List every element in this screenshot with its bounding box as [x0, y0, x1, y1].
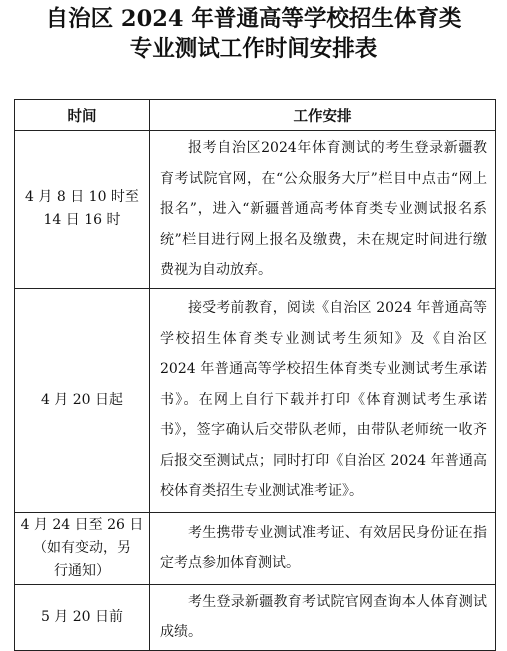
time-line: 14 日 16 时	[43, 212, 121, 229]
table-row	[15, 288, 496, 512]
time-line: 4 月 8 日 10 时至	[25, 189, 139, 206]
schedule-table	[14, 99, 496, 651]
table-header-row	[15, 100, 496, 131]
arrangement-cell	[150, 131, 496, 289]
time-cell	[15, 584, 150, 650]
time-cell	[15, 131, 150, 289]
time-line: 4 月 24 日至 26 日	[20, 516, 144, 533]
time-line: 4 月 20 日起	[40, 391, 124, 408]
page-title-line-2: 专业测试工作时间安排表	[129, 36, 378, 62]
arrangement-cell	[150, 584, 496, 650]
column-header-arrangement: 工作安排	[150, 100, 496, 131]
time-line: （如有变动，另	[33, 539, 131, 556]
time-line: 5 月 20 日前	[40, 608, 124, 625]
arrangement-text: 报考自治区2024年体育测试的考生登录新疆教育考试院官网，在“公众服务大厅”栏目中点击“网上报名”，进入“新疆普通高考体育类专业测试报名系统”栏目进行网上报名及缴费，未在规定时间进行缴费视为自动放弃。	[160, 140, 487, 278]
time-cell	[15, 512, 150, 584]
table-row	[15, 131, 496, 289]
arrangement-text: 考生携带专业测试准考证、有效居民身份证在指定考点参加体育测试。	[160, 524, 487, 571]
column-header-time: 时间	[15, 100, 150, 131]
arrangement-cell	[150, 288, 496, 512]
arrangement-cell	[150, 512, 496, 584]
page-title-line-1: 自治区 2024 年普通高等学校招生体育类	[45, 6, 462, 32]
table-row	[15, 584, 496, 650]
time-cell	[15, 288, 150, 512]
time-line: 行通知）	[54, 562, 110, 579]
arrangement-text: 考生登录新疆教育考试院官网查询本人体育测试成绩。	[160, 593, 487, 640]
table-row	[15, 512, 496, 584]
arrangement-text: 接受考前教育，阅读《自治区 2024 年普通高等学校招生体育类专业测试考生须知》及《自治区 2024 年普通高等学校招生体育类专业测试考生承诺书》。在网上自行下载并打印《体育测试考生承诺书》，签字确认后交带队老师，由带队老师统一收齐后报交至测试点；同时打印《自治区 2024 年普通高校体育类招生专业测试准考证》。	[160, 300, 487, 500]
